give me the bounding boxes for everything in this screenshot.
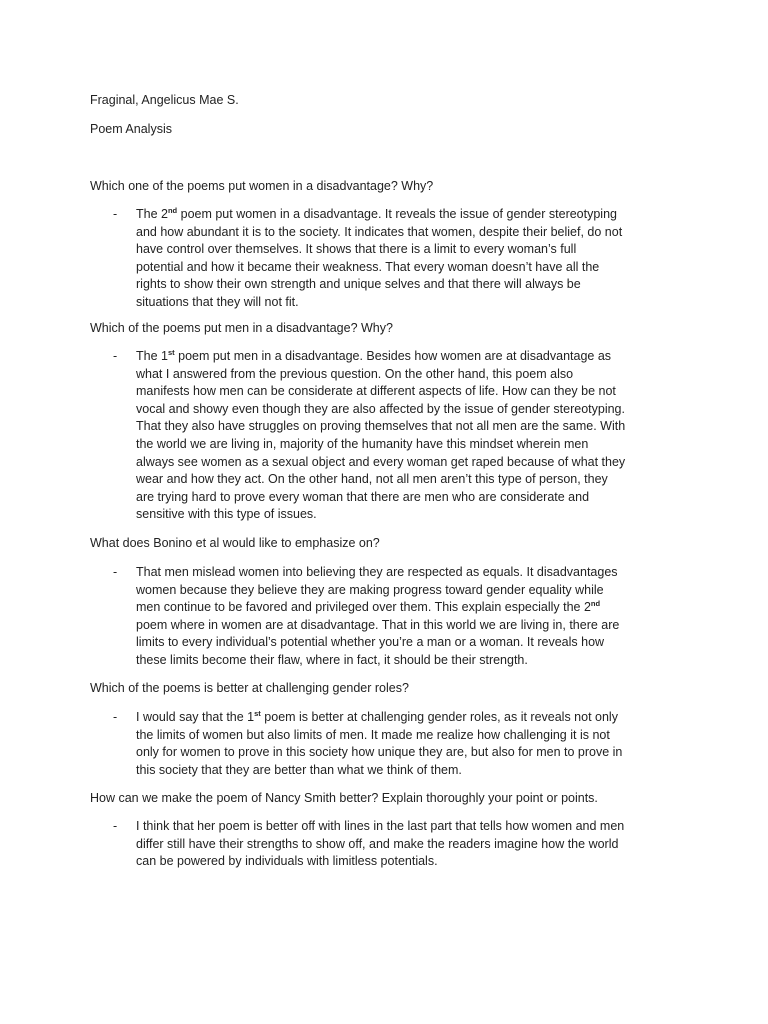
answer-line: only for women to prove in this society how unique they are, but also for men to prove in — [136, 745, 623, 760]
answer-line: poem where in women are at disadvantage. That in this world we are living in, there are — [136, 617, 620, 632]
bullet-dash: - — [113, 565, 118, 579]
answer-line: manifests how men can be considerate at different aspects of life. How can they be not — [136, 384, 616, 399]
answer-line: The 2nd poem put women in a disadvantage. It reveals the issue of gender stereotyping — [136, 206, 617, 221]
bullet-dash: - — [113, 710, 118, 724]
answer-line: the world we are living in, majority of the humanity have this mindset wherein men — [136, 436, 589, 451]
answer-3 — [136, 564, 696, 670]
answer-line: always see women as a sexual object and every woman get raped because of what they — [136, 454, 626, 469]
bullet-dash: - — [113, 207, 118, 221]
answer-2 — [136, 348, 696, 524]
answer-line: are trying hard to prove every woman that there are men who are considerate and — [136, 489, 590, 504]
answer-line: can be powered by individuals with limitless potentials. — [136, 854, 438, 869]
answer-line: vocal and showy even though they are also affected by the issue of gender stereotyping. — [136, 401, 625, 416]
answer-line: rights to show their own strength and unique selves and that there will always be — [136, 277, 581, 292]
answer-line: what I answered from the previous question. On the other hand, this poem also — [136, 366, 574, 381]
answer-line: sensitive with this type of issues. — [136, 507, 317, 522]
answer-line: situations that they will not fit. — [136, 294, 299, 309]
question-5: How can we make the poem of Nancy Smith better? Explain thoroughly your point or points. — [90, 791, 598, 805]
question-4: Which of the poems is better at challenging gender roles? — [90, 681, 409, 695]
author-name: Fraginal, Angelicus Mae S. — [90, 93, 239, 107]
question-2: Which of the poems put men in a disadvantage? Why? — [90, 321, 393, 335]
answer-line: The 1st poem put men in a disadvantage. Besides how women are at disadvantage as — [136, 348, 612, 363]
answer-line: women because they believe they are making progress toward gender equality while — [136, 582, 604, 597]
answer-line: wear and how they act. On the other hand, not all men aren’t this type of person, they — [136, 472, 608, 487]
answer-line: potential and how it became their weakness. That every woman doesn’t have all the — [136, 259, 600, 274]
bullet-dash: - — [113, 349, 118, 363]
answer-line: have control over themselves. It shows that there is a limit to every woman’s full — [136, 242, 577, 257]
question-1: Which one of the poems put women in a disadvantage? Why? — [90, 179, 434, 193]
answer-line: and how abundant it is to the society. It indicates that women, despite their belief, do not — [136, 224, 623, 239]
answer-line: the limits of women but also limits of men. It made me realize how challenging it is not — [136, 727, 610, 742]
answer-line: differ still have their strengths to show off, and make the readers imagine how the world — [136, 836, 619, 851]
answer-1 — [136, 206, 696, 312]
bullet-dash: - — [113, 819, 118, 833]
answer-line: men continue to be favored and privileged over them. This explain especially the 2nd — [136, 599, 601, 615]
answer-line: this society that they are better than what we think of them. — [136, 762, 462, 777]
answer-line: I would say that the 1st poem is better at challenging gender roles, as it reveals not only — [136, 709, 618, 724]
answer-line: That men mislead women into believing they are respected as equals. It disadvantages — [136, 565, 618, 579]
document-title: Poem Analysis — [90, 122, 172, 136]
answer-line: limits to every individual’s potential whether you’re a man or a woman. It reveals how — [136, 635, 605, 650]
question-3: What does Bonino et al would like to emphasize on? — [90, 536, 380, 550]
answer-line: That they also have struggles on proving themselves that not all men are the same. With — [136, 419, 626, 434]
answer-line: these limits become their flaw, where in fact, it should be their strength. — [136, 652, 528, 667]
answer-line: I think that her poem is better off with lines in the last part that tells how women and men — [136, 819, 625, 833]
answer-5 — [136, 818, 696, 871]
answer-4 — [136, 709, 696, 779]
